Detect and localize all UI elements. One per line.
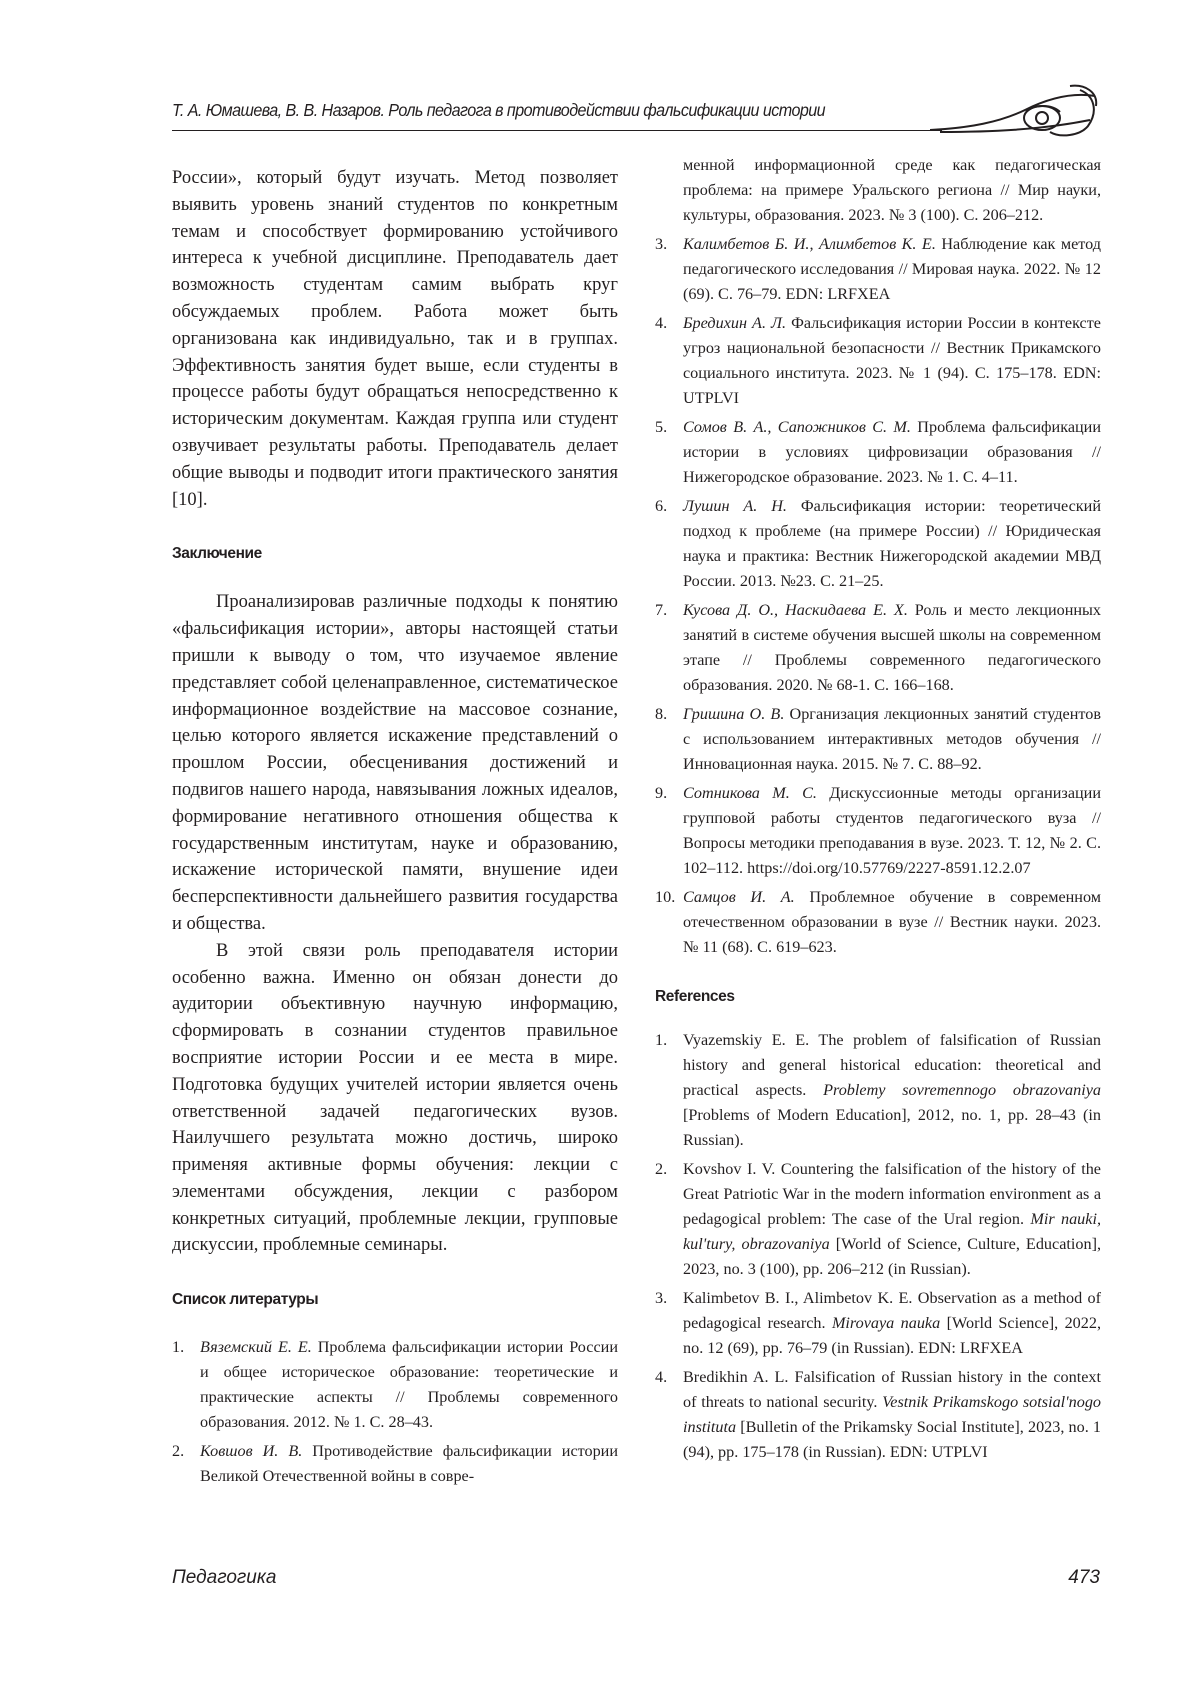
conclusion-paragraph-1: Проанализировав различные подходы к понятию «фальсификация истории», авторы настоящей статьи пришли к выводу о том, что изучаемое явление представляет собой целенаправленное, систематическое информационное воздействие на массовое сознание, целью которого является искажение представлений о прошлом России, обесценивания достижений и подвигов нашего народа, навязывания ложных идеалов, формирование негативного отношения общества к государственным институтам, науке и образованию, искажение исторической памяти, внушение идеи бесперспективности дальнейшего развития государства и общества. (172, 589, 618, 937)
reference-item (655, 781, 1101, 881)
ref-text: Bredikhin A. L. Falsification of Russian history in the context of threats to national security. (683, 1368, 1101, 1411)
ref-text: [World of Science, Culture, Education], 2023, no. 3 (100), pp. 206–212 (in Russian). (683, 1235, 1101, 1278)
ref-author: Гришина О. В. (683, 705, 784, 723)
ref-text: Проблемное обучение в современном отечественном образовании в вузе // Вестник науки. 2023. № 11 (68). С. 619–623. (683, 888, 1101, 956)
references-en-heading: References (655, 988, 1101, 1006)
reference-item (655, 415, 1101, 490)
right-column (655, 153, 1101, 1465)
ref-number: 3. (655, 1286, 667, 1311)
ref-text: Противодействие фальсификации истории Великой Отечественной войны в совре- (200, 1442, 618, 1485)
header-rule (172, 130, 942, 131)
ref-author: Бредихин А. Л. (683, 314, 786, 332)
ref-author: Калимбетов Б. И., Алимбетов К. Е. (683, 235, 936, 253)
ref-text: Наблюдение как метод педагогического исследования // Мировая наука. 2022. № 12 (69). С. 76–79. EDN: LRFXEA (683, 235, 1101, 303)
footer-section-name: Педагогика (172, 1567, 276, 1589)
reference-item (655, 494, 1101, 594)
ref-journal: Problemy sovremennogo obrazovaniya (823, 1081, 1101, 1099)
ref-journal: Mirovaya nauka (832, 1314, 940, 1332)
ref-number: 1. (172, 1335, 184, 1360)
ref-number: 2. (655, 1157, 667, 1182)
reference-item (172, 1439, 618, 1489)
ref-number: 4. (655, 1365, 667, 1390)
body-paragraph: России», который будут изучать. Метод позволяет выявить уровень знаний студентов по конкретным темам и способствует формированию устойчивого интереса к учебной дисциплине. Преподаватель дает возможность студентам самим выбрать круг обсуждаемых проблем. Работа может быть организована как индивидуально, так и в группах. Эффективность занятия будет выше, если студенты в процессе работы будут обращаться непосредственно к историческим документам. Каждая группа или студент озвучивает результаты работы. Преподаватель делает общие выводы и подводит итоги практического занятия [10]. (172, 165, 618, 513)
reference-list-ru-continued (655, 153, 1101, 960)
ref-author: Лушин А. Н. (683, 497, 787, 515)
reference-item (655, 885, 1101, 960)
ref-author: Ковшов И. В. (200, 1442, 302, 1460)
reference-item (655, 1365, 1101, 1465)
reference-item (655, 702, 1101, 777)
ref-number: 6. (655, 494, 667, 519)
ref-journal: Vestnik Prikamskogo sotsial'nogo instituta (683, 1393, 1101, 1436)
ref-text: [Problems of Modern Education], 2012, no. 1, pp. 28–43 (in Russian). (683, 1106, 1101, 1149)
ref-number: 8. (655, 702, 667, 727)
ref-number: 9. (655, 781, 667, 806)
ref-text: Фальсификация истории России в контексте угроз национальной безопасности // Вестник Прикамского социального института. 2023. № 1 (94). С. 175–178. EDN: UTPLVI (683, 314, 1101, 407)
conclusion-heading: Заключение (172, 545, 618, 563)
ref-author: Сотникова М. С. (683, 784, 817, 802)
reference-item (655, 1157, 1101, 1282)
ref-text: [World Science], 2022, no. 12 (69), pp. 76–79 (in Russian). EDN: LRFXEA (683, 1314, 1101, 1357)
ref-author: Вяземский Е. Е. (200, 1338, 312, 1356)
reference-list-en (655, 1028, 1101, 1465)
ref-number: 7. (655, 598, 667, 623)
left-column (172, 165, 618, 1489)
ref-text: Vyazemskiy E. E. The problem of falsification of Russian history and general historical education: theoretical and practical aspects. (683, 1031, 1101, 1099)
conclusion-paragraph-2: В этой связи роль преподавателя истории особенно важна. Именно он обязан донести до аудитории объективную научную информацию, сформировать в сознании студентов правильное восприятие истории России и ее места в мире. Подготовка будущих учителей истории является очень ответственной задачей педагогических вузов. Наилучшего результата можно достичь, широко применяя активные формы обучения: лекции с элементами обсуждения, лекции с разбором конкретных ситуаций, проблемные лекции, групповые дискуссии, проблемные семинары. (172, 938, 618, 1260)
ref-author: Сомов В. А., Сапожников С. М. (683, 418, 911, 436)
ref-text: Kovshov I. V. Countering the falsification of the history of the Great Patriotic War in the modern information environment as a pedagogical problem: The case of the Ural region. (683, 1160, 1101, 1228)
ref-author: Кусова Д. О., Наскидаева Е. Х. (683, 601, 908, 619)
reference-item (172, 1335, 618, 1435)
reference-item (655, 598, 1101, 698)
ref-text: Роль и место лекционных занятий в системе обучения высшей школы на современном этапе // Проблемы современного педагогического образования. 2020. № 68-1. С. 166–168. (683, 601, 1101, 694)
references-ru-heading: Список литературы (172, 1291, 618, 1309)
ref-number: 10. (655, 885, 675, 910)
ref-author: Самцов И. А. (683, 888, 795, 906)
running-header: Т. А. Юмашева, В. В. Назаров. Роль педагога в противодействии фальсификации истории (172, 100, 871, 121)
ref-text: Проблема фальсификации истории России и общее историческое образование: теоретические и практические аспекты // Проблемы современного образования. 2012. № 1. С. 28–43. (200, 1338, 618, 1431)
ornament-icon (930, 82, 1100, 142)
reference-item (655, 311, 1101, 411)
ref-number: 4. (655, 311, 667, 336)
ref-number: 5. (655, 415, 667, 440)
reference-item (655, 1028, 1101, 1153)
ref-text: Организация лекционных занятий студентов с использованием интерактивных методов обучения // Инновационная наука. 2015. № 7. С. 88–92. (683, 705, 1101, 773)
ref-number: 1. (655, 1028, 667, 1053)
ref-text: Дискуссионные методы организации групповой работы студентов педагогического вуза // Вопросы методики преподавания в вузе. 2023. Т. 12, № 2. С. 102–112. https://doi.org/10.57769/2227-8591.12.2.07 (683, 784, 1101, 877)
reference-item (655, 1286, 1101, 1361)
ref-text: Проблема фальсификации истории в условиях цифровизации образования // Нижегородское образование. 2023. № 1. С. 4–11. (683, 418, 1101, 486)
ref-text: [Bulletin of the Prikamsky Social Institute], 2023, no. 1 (94), pp. 175–178 (in Russian). EDN: UTPLVI (683, 1418, 1101, 1461)
reference-item-continued: менной информационной среде как педагогическая проблема: на примере Уральского региона // Мир науки, культуры, образования. 2023. № 3 (100). С. 206–212. (655, 153, 1101, 228)
ref-number: 3. (655, 232, 667, 257)
ref-number: 2. (172, 1439, 184, 1464)
ref-journal: Mir nauki, kul'tury, obrazovaniya (683, 1210, 1101, 1253)
reference-item (655, 232, 1101, 307)
ref-text: Kalimbetov B. I., Alimbetov K. E. Observation as a method of pedagogical research. (683, 1289, 1101, 1332)
ref-text: Фальсификация истории: теоретический подход к проблеме (на примере России) // Юридическая наука и практика: Вестник Нижегородской академии МВД России. 2013. №23. С. 21–25. (683, 497, 1101, 590)
reference-list-ru (172, 1335, 618, 1489)
page-number: 473 (1040, 1567, 1100, 1589)
